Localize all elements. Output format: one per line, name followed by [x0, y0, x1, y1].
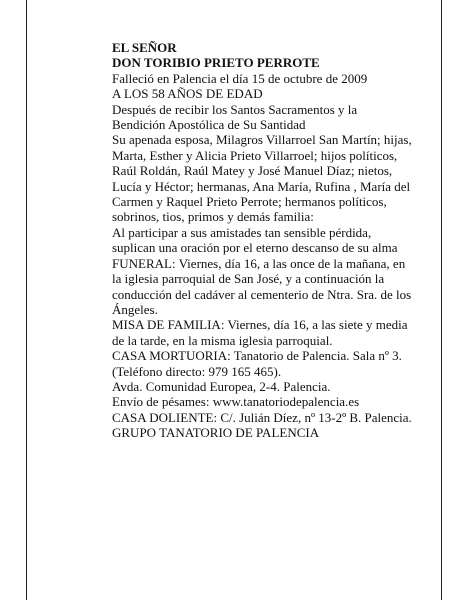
family-paragraph: Su apenada esposa, Milagros Villarroel San Martín; hijas, Marta, Esther y Alicia Prieto Villarroel; hijos políticos, Raúl Roldán, Raúl Matey y José Manuel Díaz; nietos, Lucía y Héctor; hermanas, Ana María, Rufina , María del Carmen y Raquel Prieto Perrote; hermanos políticos, sobrinos, tios, primos y demás familia: [112, 132, 412, 225]
title-line-1: EL SEÑOR [112, 40, 177, 55]
age-line: A LOS 58 AÑOS DE EDAD [112, 86, 263, 102]
funeral-group-line: GRUPO TANATORIO DE PALENCIA [112, 425, 320, 441]
address-line: Avda. Comunidad Europea, 2-4. Palencia. [112, 378, 331, 394]
title-line-2: DON TORIBIO PRIETO PERROTE [112, 55, 320, 71]
mortuary-paragraph: CASA MORTUORIA: Tanatorio de Palencia. Sala nº 3. (Teléfono directo: 979 165 465). [112, 348, 402, 379]
mourning-home-paragraph: CASA DOLIENTE: C/. Julián Díez, nº 13-2º B. Palencia. [112, 409, 412, 425]
obituary-notice [112, 40, 412, 441]
funeral-paragraph: FUNERAL: Viernes, día 16, a las once de la mañana, en la iglesia parroquial de San José, y a continuación la conducción del cadáver al cementerio de Ntra. Sra. de los Ángeles. [112, 255, 412, 317]
request-paragraph: Al participar a sus amistades tan sensible pérdida, suplican una oración por el eterno descanso de su alma [112, 224, 398, 256]
condolences-line: Envío de pésames: www.tanatoriodepalencia.es [112, 394, 360, 410]
sacraments-paragraph: Después de recibir los Santos Sacramentos y la Bendición Apostólica de Su Santidad [112, 101, 358, 133]
family-mass-paragraph: MISA DE FAMILIA: Viernes, día 16, a las siete y media de la tarde, en la misma iglesia parroquial. [112, 317, 408, 348]
death-line: Falleció en Palencia el día 15 de octubre de 2009 [112, 70, 368, 86]
